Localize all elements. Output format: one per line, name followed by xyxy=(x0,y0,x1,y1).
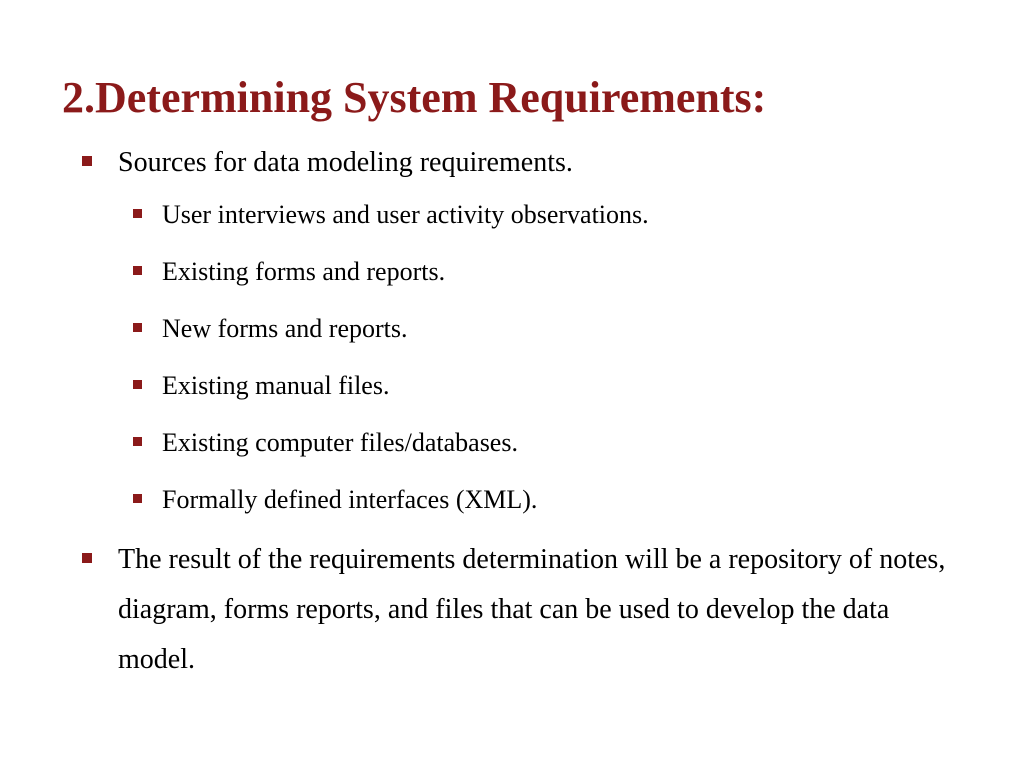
square-bullet-icon xyxy=(133,266,142,275)
bullet-text: The result of the requirements determination will be a repository of notes, diagram, forms reports, and files that can be used to develop the data model. xyxy=(118,544,946,675)
bullet-text: Sources for data modeling requirements. xyxy=(118,147,573,178)
sub-bullet-text: Existing forms and reports. xyxy=(162,257,446,286)
sub-bullet-item xyxy=(162,483,942,517)
sub-bullet-text: Existing computer files/databases. xyxy=(162,428,518,457)
sub-bullet-text: User interviews and user activity observations. xyxy=(162,200,649,229)
square-bullet-icon xyxy=(82,553,92,563)
sub-bullet-item xyxy=(162,369,942,403)
sub-bullet-text: New forms and reports. xyxy=(162,314,408,343)
sub-bullet-item xyxy=(162,255,942,289)
sub-bullet-text: Existing manual files. xyxy=(162,371,390,400)
square-bullet-icon xyxy=(82,156,92,166)
bullet-item xyxy=(118,138,938,188)
sub-bullet-item xyxy=(162,312,942,346)
square-bullet-icon xyxy=(133,209,142,218)
square-bullet-icon xyxy=(133,437,142,446)
slide-title: 2.Determining System Requirements: xyxy=(62,73,767,122)
square-bullet-icon xyxy=(133,380,142,389)
square-bullet-icon xyxy=(133,494,142,503)
square-bullet-icon xyxy=(133,323,142,332)
sub-bullet-item xyxy=(162,426,942,460)
sub-bullet-text: Formally defined interfaces (XML). xyxy=(162,485,538,514)
sub-bullet-item xyxy=(162,198,942,232)
bullet-item xyxy=(118,535,964,685)
